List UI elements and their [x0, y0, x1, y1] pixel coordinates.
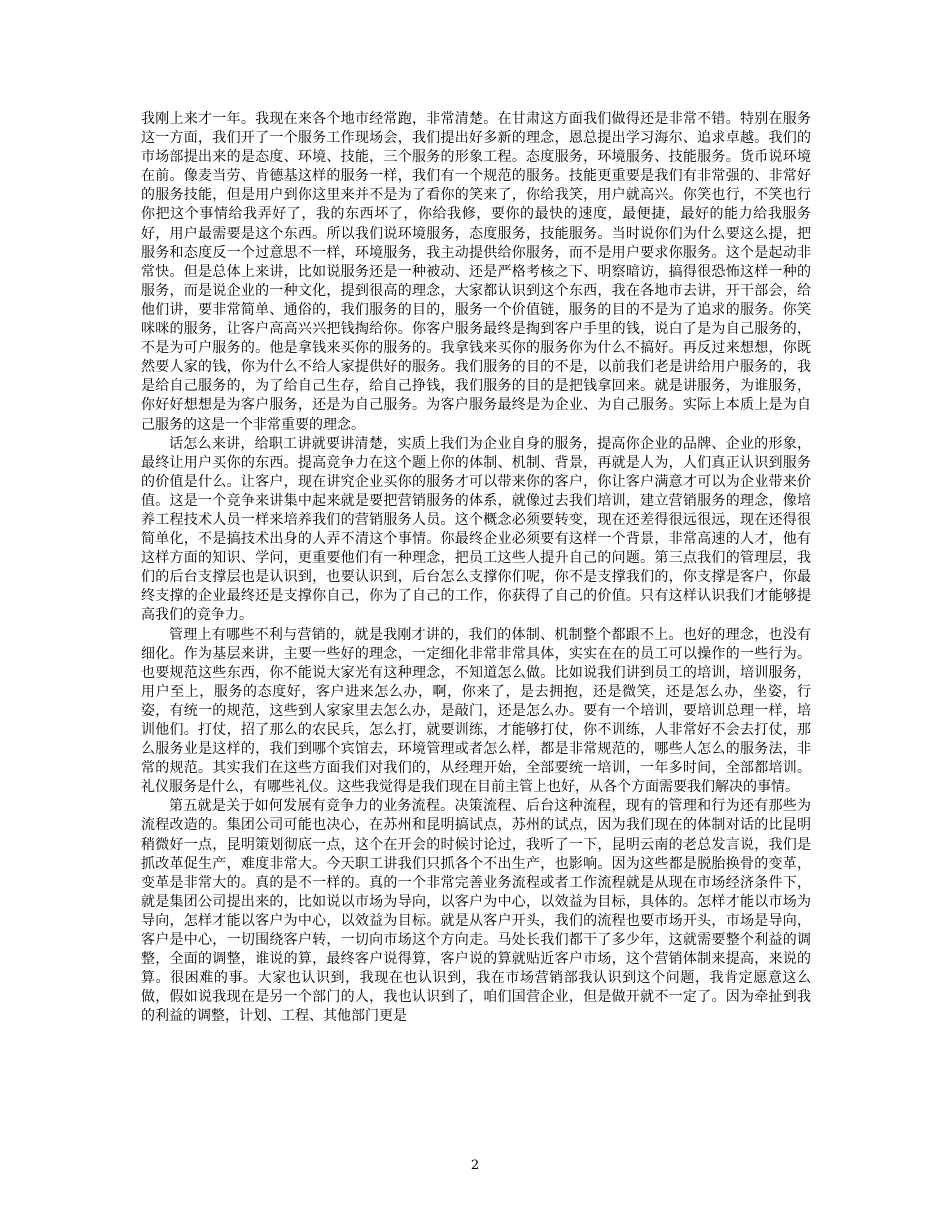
paragraph-3: 管理上有哪些不利与营销的，就是我刚才讲的，我们的体制、机制整个都跟不上。也好的理念，也没有细化。作为基层来讲，主要一些好的理念，一定细化非常非常具体，实实在在的员工可以操作的一些行为。也要规范这些东西，你不能说大家光有这种理念，不知道怎么做。比如说我们讲到员工的培训，培训服务，用户至上，服务的态度好，客户进来怎么办，啊，你来了，是去拥抱，还是微笑，还是怎么办，坐姿，行姿，有统一的规范，这些到人家家里去怎么办，是敲门，还是怎么办。要有一个培训，要培训总理一样，培训他们。打仗，招了那么的农民兵，怎么打，就要训练，才能够打仗，你不训练，人非常好不会去打仗，那么服务业是这样的，我们到哪个宾馆去，环境管理或者怎么样，都是非常规范的，哪些人怎么的服务法，非常的规范。其实我们在这些方面我们对我们的，从经理开始，全部要统一培训，一年多时间，全部都培训。礼仪服务是什么，有哪些礼仪。这些我觉得是我们现在目前主管上也好，从各个方面需要我们解决的事情。 — [141, 626, 811, 796]
paragraph-1: 我刚上来才一年。我现在来各个地市经常跑，非常清楚。在甘肃这方面我们做得还是非常不错。特别在服务这一方面，我们开了一个服务工作现场会，我们提出好多新的理念，恩总提出学习海尔、追求卓越。我们的市场部提出来的是态度、环境、技能，三个服务的形象工程。态度服务，环境服务、技能服务。货币说环境在前。像麦当劳、肯德基这样的服务一样，我们有一个规范的服务。技能更重要是我们有非常强的、非常好的服务技能，但是用户到你这里来并不是为了看你的笑来了，你给我笑，用户就高兴。你笑也行，不笑也行你把这个事情给我弄好了，我的东西坏了，你给我修，要你的最快的速度，最便捷，最好的能力给我服务好，用户最需要是这个东西。所以我们说环境服务，态度服务，技能服务。当时说你们为什么要这么提，把服务和态度反一个过意思不一样，环境服务，我主动提供给你服务，而不是用户要求你服务。这个是起动非常快。但是总体上来讲，比如说服务还是一种被动、还是严格考核之下、明察暗访，搞得很恐怖这样一种的服务，而是说企业的一种文化，提到很高的理念，大家都认识到这个东西，我在各地市去讲，开干部会，给他们讲，要非常简单、通俗的，我们服务的目的，服务一个价值链，服务的目的不是为了追求的服务。你笑咪咪的服务，让客户高高兴兴把钱掏给你。你客户服务最终是掏到客户手里的钱，说白了是为自己服务的，不是为可户服务的。他是拿钱来买你的服务的。我拿钱来买你的服务你为什么不搞好。再反过来想想，你既然要人家的钱，你为什么不给人家提供好的服务。我们服务的目的不是，以前我们老是讲给用户服务的，我是给自己服务的，为了给自己生存，给自己挣钱，我们服务的目的是把钱拿回来。就是讲服务，为谁服务，你好好想想是为客户服务，还是为自己服务。为客户服务最终是为企业、为自己服务。实际上本质上是为自己服务的这是一个非常重要的理念。 — [141, 111, 811, 433]
body-text — [141, 110, 811, 1027]
paragraph-2: 话怎么来讲，给职工讲就要讲清楚，实质上我们为企业自身的服务，提高你企业的品牌、企业的形象，最终让用户买你的东西。提高竞争力在这个题上你的体制、机制、背景，再就是人为，人们真正认识到服务的价值是什么。让客户，现在讲究企业买你的服务才可以带来你的客户，你让客户满意才可以为企业带来价值。这是一个竞争来讲集中起来就是要把营销服务的体系，就像过去我们培训，建立营销服务的理念，像培养工程技术人员一样来培养我们的营销服务人员。这个概念必须要转变，现在还差得很远很远，现在还得很简单化，不是搞技术出身的人弄不清这个事情。你最终企业必须要有这样一个背景，非常高速的人才，他有这样方面的知识、学问，更重要他们有一种理念，把员工这些人提升自己的问题。第三点我们的管理层，我们的后台支撑层也是认识到，也要认识到，后台怎么支撑你们呢，你不是支撑我们的，你支撑是客户，你最终支撑的企业最终还是支撑你自己，你为了自己的工作，你获得了自己的价值。只有这样认识我们才能够提高我们的竞争力。 — [141, 435, 811, 624]
paragraph-4: 第五就是关于如何发展有竞争力的业务流程。决策流程、后台这种流程，现有的管理和行为还有那些为流程改造的。集团公司可能也决心，在苏州和昆明搞试点，苏州的试点，因为我们现在的体制对话的比昆明稍微好一点，昆明策划彻底一点，这个在开会的时候讨论过，我听了一下，昆明云南的老总发言说，我们是抓改革促生产，难度非常大。今天职工讲我们只抓各个不出生产，也影响。因为这些都是脱胎换骨的变革，变革是非常大的。真的是不一样的。真的一个非常完善业务流程或者工作流程就是从现在市场经济条件下，就是集团公司提出来的，比如说以市场为导向，以客户为中心，以效益为目标，具体的。怎样才能以市场为导向，怎样才能以客户为中心，以效益为目标。就是从客户开头，我们的流程也要市场开头，市场是导向，客户是中心，一切围绕客户转，一切向市场这个方向走。马处长我们都干了多少年，这就需要整个利益的调整，全面的调整，谁说的算，最终客户说得算，客户说的算就贴近客户市场，这个营销体制来提高，来说的算。很困难的事。大家也认识到，我现在也认识到，我在市场营销部我认识到这个问题，我肯定愿意这么做，假如说我现在是另一个部门的人，我也认识到了，咱们国营企业，但是做开就不一定了。因为牵扯到我的利益的调整，计划、工程、其他部门更是 — [141, 798, 811, 1025]
page-number: 2 — [470, 1158, 480, 1173]
